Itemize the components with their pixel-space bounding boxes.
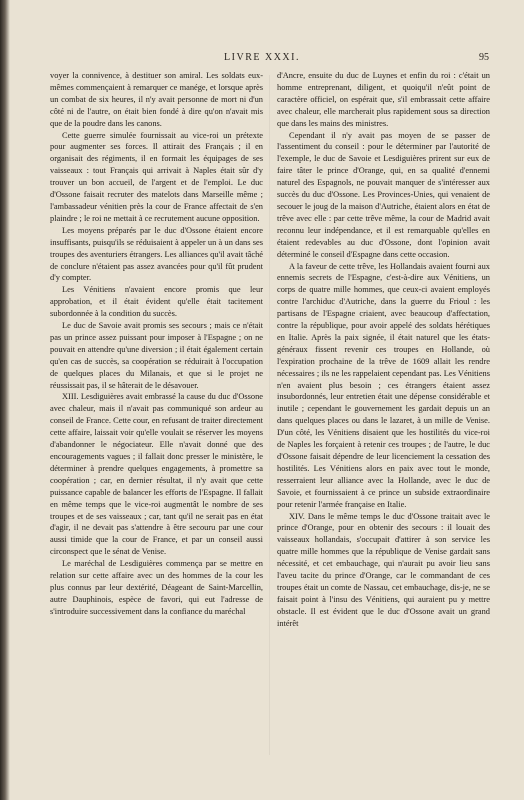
paragraph: Cette guerre simulée fournissait au vice-roi un prétexte pour augmenter ses forces. Il attirait des Français ; il en organisait des régiments, il en formait les équipages de ses vaisseaux : tout Français qui arrivait à Naples était sûr d'y trouver un bon accueil, de l'argent et de l'emploi. Le duc d'Ossone faisait recruter des matelots dans Marseille même ; l'ambassadeur vénitien près la cour de France affectait de s'en plaindre ; le roi ne mettait à ce recrutement aucune opposition.: [50, 130, 263, 223]
chapter-title: LIVRE XXXI.: [224, 52, 300, 63]
paragraph: XIV. Dans le même temps le duc d'Ossone traitait avec le prince d'Orange, pour en obtenir des secours : il louait des vaisseaux hollandais, s'occupait d'attirer à son service les quatre mille hommes que la république de Venise gardait sans nécessité, et cet embauchage, qui n'aurait pu avoir lieu sans l'aveu tacite du prince d'Orange, car le commandant de ces troupes était un comte de Nassau, cet embauchage, dis-je, ne se faisait point à l'insu des Vénitiens, qui auraient pu y mettre obstacle. Il est évident que le duc d'Ossone avait un grand intérêt: [277, 511, 490, 628]
paragraph: A la faveur de cette trêve, les Hollandais avaient fourni aux ennemis secrets de l'Espagne, c'est-à-dire aux Vénitiens, un corps de quatre mille hommes, que ceux-ci avaient employés contre l'archiduc d'Autriche, dans la guerre du Frioul : les partisans de l'Espagne criaient, avec beaucoup d'affectation, contre la république, pour avoir appelé des soldats hérétiques en Italie. Après la paix signée, il était naturel que les états-généraux fissent revenir ces troupes en Hollande, où l'expiration prochaine de la trêve de 1609 allait les rendre nécessaires ; ils ne les rappelaient cependant pas. Les Vénitiens n'en avaient plus besoin ; ces étrangers étaient assez insubordonnés, leur entretien était une dépense considérable et inutile ; cependant le gouvernement les gardait depuis un an dans quelques places ou dans le lazaret, à un mille de Venise. D'un côté, les Vénitiens disaient que les hostilités du vice-roi de Naples les forçaient à retenir ces troupes ; de l'autre, le duc d'Ossone faisait dépendre de leur licenciement la cessation des hostilités. Les Vénitiens alors en paix avec tout le monde, resserraient leur alliance avec la Hollande, avec le duc de Savoie, et fournissaient à ce prince un subside extraordinaire pour retenir l'armée française en Italie.: [277, 261, 490, 509]
paragraph: Le maréchal de Lesdiguières commença par se mettre en relation sur cette affaire avec un des hommes de la cour les plus connus par leur dextérité, Déageant de Saint-Marcellin, autre Dauphinois, espèce de favori, qui eut l'adresse de s'introduire successivement dans la confiance du maréchal: [50, 559, 263, 616]
paragraph: voyer la connivence, à destituer son amiral. Les soldats eux-mêmes commençaient à remarquer ce manége, et lorsque après un combat de six heures, il n'y avait personne de mort ni d'un côté ni de l'autre, on était bien fondé à dire qu'on n'avait mis que de la poudre dans les canons.: [50, 71, 263, 128]
paragraph: Les Vénitiens n'avaient encore promis que leur approbation, et il était évident qu'elle était tacitement subordonnée à la condition du succès.: [50, 285, 263, 319]
paragraph: d'Ancre, ensuite du duc de Luynes et enfin du roi : c'était un homme entreprenant, diligent, et quoiqu'il n'eût point de caractère officiel, on espérait que, s'il embrassait cette affaire avec chaleur, elle marcherait plus rapidement sous sa direction que dans les mains des ministres.: [277, 71, 490, 128]
running-head: [0, 52, 524, 66]
paragraph: Cependant il n'y avait pas moyen de se passer de l'assentiment du conseil : pour le déterminer par l'autorité de l'exemple, le duc de Savoie et Lesdiguières prirent sur eux de faire tâter le prince d'Orange, qui, en sa qualité d'ennemi naturel des Espagnols, ne pouvait manquer de s'intéresser aux succès du duc d'Ossone. Les Provinces-Unies, qui venaient de secouer le joug de la maison d'Autriche, étaient alors en état de trêve avec elle : par cette trêve même, la cour de Madrid avait reconnu leur indépendance, et il est remarquable qu'elles en étaient redevables au duc d'Ossone, dont l'opinion avait déterminé le conseil d'Espagne dans cette occasion.: [277, 130, 490, 259]
paragraph: Les moyens préparés par le duc d'Ossone étaient encore insuffisants, puisqu'ils se réduisaient à appeler un à un dans ses troupes des aventuriers étrangers. Les alliances qu'il avait tâché de conclure n'étaient pas assez avancées pour qu'il fût prudent d'y compter.: [50, 225, 263, 283]
page-number: 95: [479, 52, 489, 63]
right-column: [277, 70, 490, 630]
paragraph: Le duc de Savoie avait promis ses secours ; mais ce n'était pas un prince assez puissant pour imposer à l'Espagne ; on ne pouvait en attendre qu'une diversion ; il était également certain qu'en cas de succès, sa coopération se réduirait à l'occupation de quelques places du Milanais, et que si le projet ne réussissait pas, il se hâterait de le désavouer.: [50, 321, 263, 390]
left-column: [50, 70, 263, 618]
column-gutter: [269, 75, 270, 755]
paragraph: XIII. Lesdiguières avait embrassé la cause du duc d'Ossone avec chaleur, mais il n'avait pas communiqué son ardeur au conseil de France. Cette cour, en refusant de traiter directement cette affaire, laissait voir qu'elle voulait se réserver les moyens d'abandonner le négociateur. Elle n'avait donné que des encouragements vagues ; il fallait donc presser le ministère, le déterminer à prendre quelques engagements, à promettre sa coopération ; car, en dernier résultat, il n'y avait que cette puissance capable de balancer les efforts de l'Espagne. Il fallait en même temps que le vice-roi augmentât le nombre de ses troupes et de ses vaisseaux ; car, tant qu'il ne serait pas en état d'agir, il ne devait pas s'attendre à être secouru par une cour aussi timide que la cour de France, et par un conseil aussi circonspect que le sénat de Venise.: [50, 392, 263, 557]
